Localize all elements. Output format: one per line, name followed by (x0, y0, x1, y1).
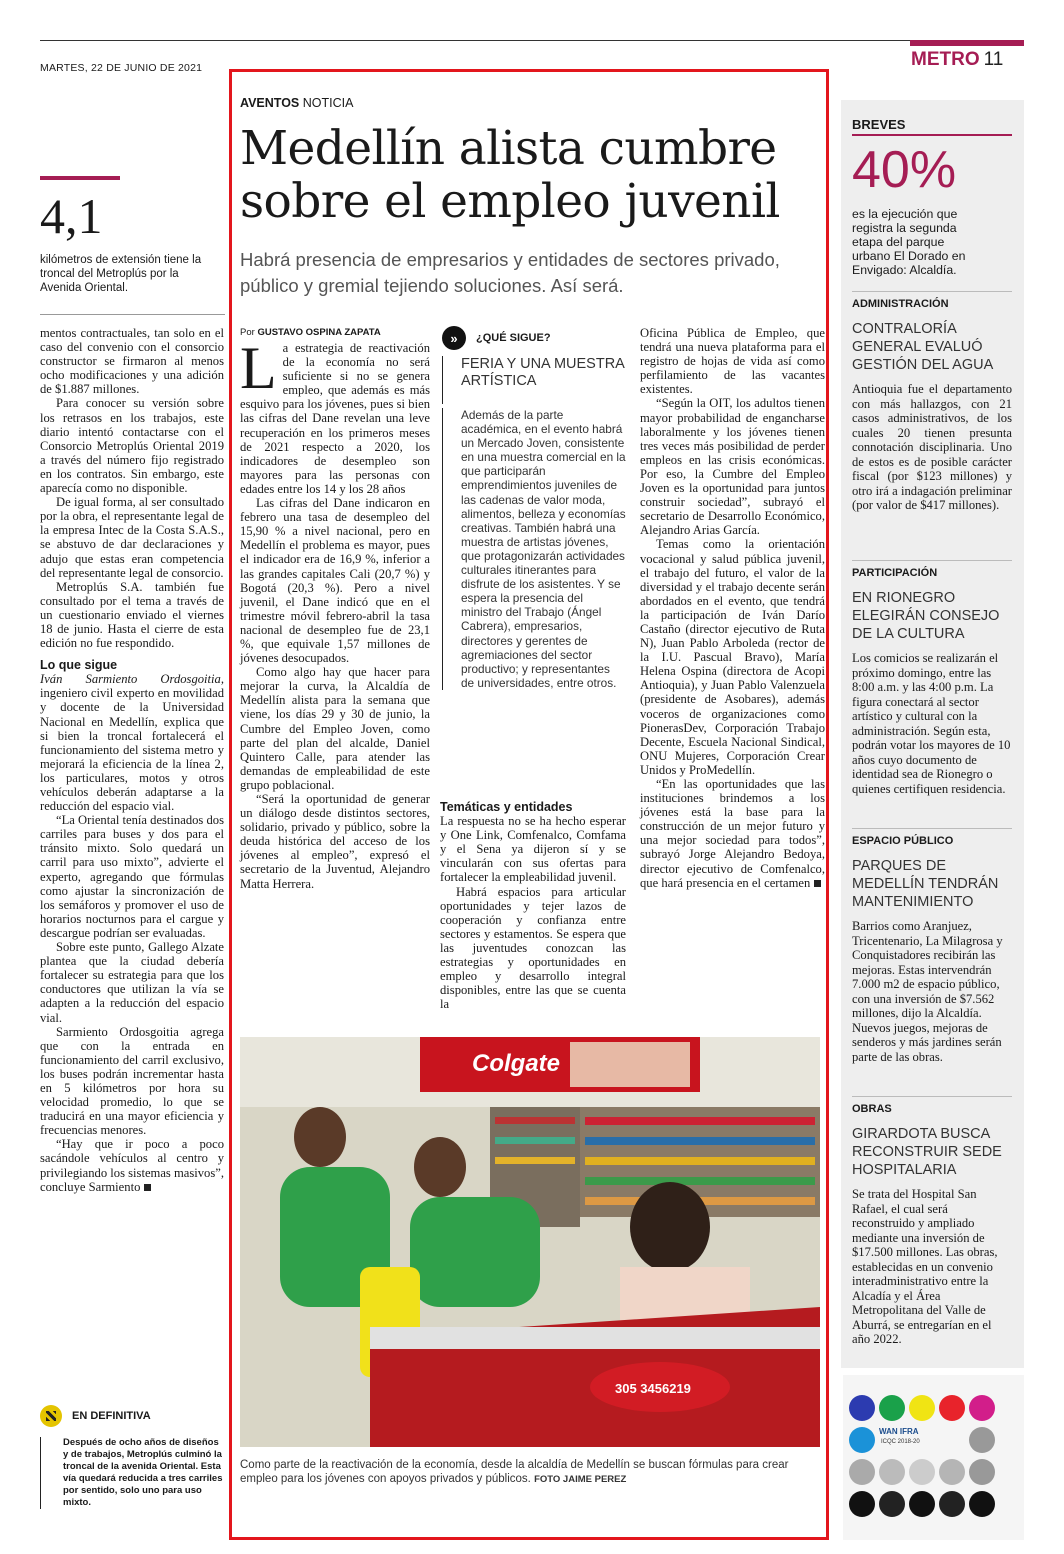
breve-body: Barrios como Aranjuez, Tricentenario, La Milagrosa y Conquistadores recibirán las mejoras. Estas intervendrán 7.000 m2 de espacio público, con una inversión de $7.562 millones, dijo la Alcaldía. Nuevos juegos, mejoras de senderos y más jardines serán parte de las obras. (852, 919, 1003, 1064)
swatch-gray (909, 1459, 935, 1485)
caption-text: Como parte de la reactivación de la economía, desde la alcaldía de Medellín se buscan fórmulas para crear empleo para los jóvenes con apoyos privados y públicos. (240, 1459, 789, 1485)
stat-divider (40, 314, 225, 315)
breve-body: Se trata del Hospital San Rafael, el cual será reconstruido y ampliado mediante una inversión de $17.500 millones. Las obras, establecidas en un convenio interadministrativo entre la Alcadía y el Área Metropolitana del Valle de Aburrá, se entregarían en el año 2022. (852, 1187, 998, 1346)
end-mark-icon (814, 880, 821, 887)
que-sigue-text: Además de la parte académica, en el evento habrá un Mercado Joven, consistente en una muestra comercial en la que participarán emprendimientos juveniles de las cadenas de valor moda, alimentos, belleza y economías creativas. También habrá una muestra de artistas jóvenes, que protagonizarán actividades culturales itinerantes para disfrute de los asistentes. Y se espera la presencia del ministro del Trabajo (Ángel Cabrera), empresarios, directores y gerentes de agremiaciones del sector productivo; y representantes de universidades, entre otros. (442, 408, 626, 690)
section-name: METRO (911, 49, 980, 70)
divider (852, 1096, 1012, 1097)
breve-item (852, 291, 1012, 513)
paragraph: “Según la OIT, los adultos tienen mayor probabilidad de engancharse laboralmente y los jóvenes tienen tres veces más posibilidad de perder empleos en las crisis económicas. Por eso, la Cumbre del Empleo Joven es la oportunidad para juntos construir sociedad”, subrayó el secretario de Desarrollo Económico, Alejandro Arias García. (640, 396, 825, 538)
store-photo-illustration (240, 1037, 820, 1447)
paragraph: Habrá espacios para articular oportunidades y tejer lazos de cooperación y confianza entre sectores y estamentos. Se espera que las juventudes conozcan las estrategias y oportunidades en empleo y desarrollo integral disponibles, entre las que se cuenta la (440, 884, 626, 1012)
paragraph-text: “En las oportunidades que las instituciones brindemos a los jóvenes está la base para la construcción de un mejor futuro y una mejor sociedad para todos”, subrayó Jorge Alejandro Bedoya, director ejecutivo de Comfenalco, que hará presencia en el certamen (640, 777, 825, 890)
article-kicker (240, 96, 353, 110)
paragraph: Oficina Pública de Empleo, que tendrá una nueva plataforma para el registro de hojas de vida así como perfilamiento de las vacantes existentes. (640, 326, 825, 397)
swatch-black (909, 1491, 935, 1517)
divider (852, 560, 1012, 561)
en-definitiva-text: Después de ocho años de diseños y de trabajos, Metroplús culminó la troncal de la avenida Oriental. Esta vía quedará reducida a tres carriles por sentido, solo uno para uso mixto. (40, 1437, 225, 1509)
breve-item (852, 1096, 1012, 1347)
paragraph: mentos contractuales, tan solo en el caso del convenio con el consorcio constructor se firmaron al menos ocho modificaciones y una adición de $1.887 millones. (40, 326, 224, 397)
expert-name: Iván Sarmiento Ordosgoitia, (40, 672, 224, 687)
section-bar (910, 40, 1024, 46)
que-sigue-title: FERIA Y UNA MUESTRA ARTÍSTICA (442, 356, 626, 404)
breve-body: Los comicios se realizarán el próximo domingo, entre las 8:00 a.m. y las 4:00 p.m. La figura conectará al sector artístico y cultural con la administración. Según esta, podrán votar los mayores de 10 años cuyo documento de identidad sea de Rionegro o quienes certifiquen residencia. (852, 651, 1011, 796)
swatch-yellow (909, 1395, 935, 1421)
article-column-2 (440, 800, 626, 1011)
issue-date: MARTES, 22 DE JUNIO DE 2021 (40, 62, 203, 74)
que-sigue-label: ¿QUÉ SIGUE? (476, 332, 551, 344)
breves-stat-text: es la ejecución que registra la segunda etapa del parque urbano El Dorado en Envigado: Alcaldía. (852, 207, 966, 277)
swatch-black (849, 1491, 875, 1517)
article-column-3 (640, 326, 825, 890)
swatch-magenta (969, 1395, 995, 1421)
swatch-gray (969, 1427, 995, 1453)
swatch-red (939, 1395, 965, 1421)
que-sigue-box (442, 326, 626, 690)
swatch-blue (849, 1395, 875, 1421)
subhead: Temáticas y entidades (440, 800, 573, 814)
top-rule (40, 40, 1024, 41)
store-sign-text: Colgate (472, 1050, 561, 1077)
en-definitiva-box (40, 1405, 225, 1509)
breve-title: CONTRALORÍA GENERAL EVALUÓ GESTIÓN DEL AGUA (852, 321, 994, 373)
breve-title: GIRARDOTA BUSCA RECONSTRUIR SEDE HOSPITALARIA (852, 1126, 1002, 1178)
breve-section: OBRAS (852, 1103, 892, 1115)
photo-credit: FOTO JAIME PEREZ (534, 1474, 627, 1485)
breve-title: PARQUES DE MEDELLÍN TENDRÁN MANTENIMIENTO (852, 858, 999, 910)
swatch-black (939, 1491, 965, 1517)
forward-arrows-icon: » (442, 326, 466, 350)
divider (852, 291, 1012, 292)
en-definitiva-header (40, 1405, 225, 1427)
drop-cap: L (240, 335, 277, 401)
en-definitiva-title: EN DEFINITIVA (72, 1410, 151, 1422)
paragraph: Para conocer su versión sobre los retrasos en los trabajos, este diario intentó contactarse con el Consorcio Metroplús Oriental 2019 a través del número fijo registrado en los contratos. Sin embargo, este aparecía como no disponible. (40, 396, 224, 496)
breve-section: PARTICIPACIÓN (852, 567, 938, 579)
left-article-column (40, 326, 224, 1194)
kicker-label: NOTICIA (302, 96, 354, 110)
breves-stat: 40% (852, 141, 957, 199)
headline: Medellín alista cumbre sobre el empleo juvenil (240, 121, 780, 229)
swatch-black (879, 1491, 905, 1517)
article-dek: Habrá presencia de empresarios y entidades de sectores privado, público y gremial tejiendo soluciones. Así será. (240, 249, 780, 296)
paragraph: Las cifras del Dane indicaron en febrero una tasa de desempleo del 15,90 % a nivel nacional, pero en Medellín el problema es mayor, pues el indicador era de 16,9 %, inferior a las grandes capitales Cali (20,7 %) y Bogotá (20,3 %). Pero a nivel juvenil, el Dane indicó que en el trimestre móvil febrero-abril la tasa nacional de desempleo fue de 23,1 %, que equivale 1,57 millones de jóvenes desocupados. (240, 496, 430, 666)
byline-prefix: Por (240, 327, 255, 338)
paragraph: La respuesta no se ha hecho esperar y One Link, Comfenalco, Comfama y el Sena ya dijeron sí y se vincularán con sus ofertas para fortalecer la empleabilidad juvenil. (440, 814, 626, 885)
kicker-bold: AVENTOS (240, 96, 300, 110)
paragraph (640, 777, 825, 890)
subhead: Lo que sigue (40, 658, 118, 673)
paragraph: Metroplús S.A. también fue consultado por el tema a través de un cuestionario enviado el viernes 18 de junio. Hasta el cierre de esta edición no fue respondido. (40, 579, 224, 651)
paragraph (40, 1137, 224, 1193)
section-header (911, 49, 1003, 71)
breve-body: Antioquia fue el departamento con más hallazgos, con 21 casos administrativos, de los cuales 20 tienen presunta connotación disciplinaria. Uno de estos es de posible carácter fiscal (por $123 millones) y otro irá a indagación preliminar (por valor de $417 millones). (852, 382, 1012, 512)
swatch-gray (849, 1459, 875, 1485)
paragraph (40, 672, 224, 813)
breves-header (852, 117, 1012, 136)
paragraph: Como algo hay que hacer para mejorar la curva, la Alcaldía de Medellín alista para la semana que viene, los días 29 y 30 de junio, la Cumbre del Empleo Joven, como parte del plan del alcalde, Daniel Quintero Calle, para atender las demandas de empleabilidad de este grupo poblacional. (240, 665, 430, 792)
paragraph: De igual forma, al ser consultado por la obra, el representante legal de la empresa Intec de la Costa S.A.S., se abstuvo de dar declaraciones y adujo que estas eran competencia del representante legal de consorcio. (40, 495, 224, 580)
swatch-cyan (849, 1427, 875, 1453)
breve-section: ESPACIO PÚBLICO (852, 835, 954, 847)
photo-caption (240, 1458, 820, 1487)
stat-text: kilómetros de extensión tiene la troncal del Metroplús por la Avenida Oriental. (40, 254, 202, 294)
breve-title: EN RIONEGRO ELEGIRÁN CONSEJO DE LA CULTURA (852, 590, 1000, 642)
page-number: 11 (983, 49, 1004, 70)
definitiva-icon (40, 1405, 62, 1427)
paragraph: “Será la oportunidad de generar un diálogo desde distintos sectores, solidario, privado y público, sobre la deuda histórica del acceso de los jóvenes al empleo”, expresó el secretario de la Juventud, Alejandro Matta Herrera. (240, 792, 430, 891)
swatch-gray (939, 1459, 965, 1485)
breve-item (852, 560, 1012, 796)
article-column-1 (240, 335, 430, 891)
breve-item (852, 828, 1012, 1064)
stat-number: 4,1 (40, 188, 103, 244)
swatch-green (879, 1395, 905, 1421)
swatch-black (969, 1491, 995, 1517)
breves-title: BREVES (852, 117, 1012, 136)
paragraph: a estrategia de reactivación de la economía no será suficiente si no se genera empleo, que además es más esquivo para los jóvenes, pues si bien las cifras del Dane revelan una leve recuperación en los primeros meses de 2021 respecto a 2020, los indicadores de desempleo son mayores para las personas con edades entre los 14 y los 28 años (240, 341, 430, 496)
paragraph-text: “Hay que ir poco a poco sacándole vehículos al centro y privilegiando los sistemas masivos”, concluye Sarmiento (40, 1137, 224, 1194)
paragraph: Sobre este punto, Gallego Alzate plantea que la ciudad debería fortalecer su estrategia para que los conductores que utilizan la vía se adapten a la reducción del espacio vial. (40, 940, 224, 1025)
paragraph-text: ingeniero civil experto en movilidad y docente de la Universidad Nacional en Medellín, explica que si bien la troncal fortalecerá el funcionamiento del sistema metro y mejorará la eficiencia de la línea 2, los particulares, motos y otros vehículos deberán adaptarse a la reducción del espacio vial. (40, 686, 224, 814)
author-name: GUSTAVO OSPINA ZAPATA (257, 327, 381, 338)
wan-ifra-sub: ICQC 2018-20 (881, 1439, 920, 1445)
swatch-gray (969, 1459, 995, 1485)
article-photo (240, 1037, 820, 1447)
divider (852, 828, 1012, 829)
wan-ifra-logo: WAN IFRA (879, 1427, 919, 1436)
paragraph: Temas como la orientación vocacional y salud pública juvenil, el trabajo del futuro, el valor de la diversidad y el trabajo decente serán abordados en el evento, que tendrá la participación de Iván Darío Castaño (director ejecutivo de Ruta N), Juan Pablo Arboleda (rector de la I.U. Pascual Bravo), María Helena Ospina (directora de Acopi Antioquia), y Juan Pablo Valenzuela (presidente de Asobares), además voceros de organizaciones como PionerasDev, Corporación Trabajo Decente, Escuela Nacional Sindical, ONU Mujeres, Corporación Crear Unidos y ProMedellín. (640, 537, 825, 777)
print-color-bar (843, 1375, 1024, 1540)
store-phone-text: 305 3456219 (615, 1381, 691, 1396)
paragraph: Sarmiento Ordosgoitia agrega que con la entrada en funcionamiento del carril exclusivo, los buses podrán incrementar hasta en 5 kilómetros por hora su velocidad promedio, lo que se traducirá en una mayor eficiencia y frecuencias menores. (40, 1024, 224, 1138)
end-mark-icon (144, 1184, 151, 1191)
breve-section: ADMINISTRACIÓN (852, 298, 949, 310)
stat-rule (40, 176, 120, 180)
que-sigue-header (442, 326, 626, 350)
paragraph: “La Oriental tenía destinados dos carriles para buses y dos para el tránsito mixto. Solo quedará un carril para uso mixto”, advierte el experto, agregando que fórmulas como ajustar la sincronización de los semáforos y promover el uso de horarios nocturnos para el cargue y descargue podrían ser evaluadas. (40, 813, 224, 940)
swatch-gray (879, 1459, 905, 1485)
